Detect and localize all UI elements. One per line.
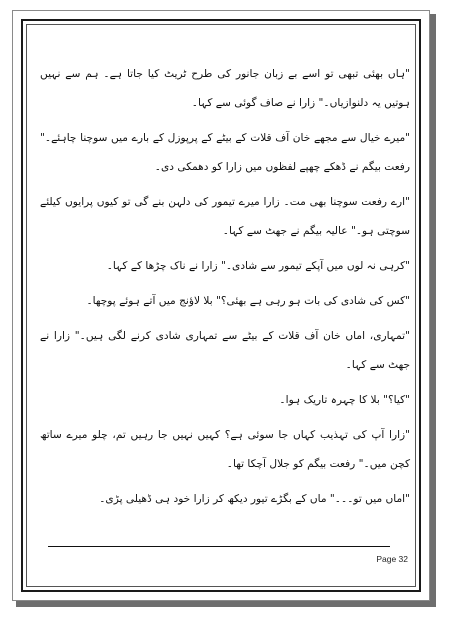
paragraph: "میرے خیال سے مجھے خان آف قلات کے بیٹے کے پرپوزل کے بارے میں سوچنا چاہئے۔" رفعت بیگم نے ڈھکے چھپے لفظوں میں زارا کو دھمکی دی۔	[40, 132, 410, 173]
paragraph: "کس کی شادی کی بات ہو رہی ہے بھئی؟" بلا لاؤنج میں آتے ہوئے پوچھا۔	[86, 295, 410, 307]
page-number: Page 32	[376, 554, 408, 564]
paragraph: "کرہی نہ لوں میں آپکے تیمور سے شادی۔" زارا نے ناک چڑھا کے کہا۔	[106, 260, 410, 272]
footer-rule	[48, 546, 390, 547]
paragraph: "اماں میں تو۔۔۔" ماں کے بگڑے تیور دیکھ کر زارا خود ہی ڈھیلی پڑی۔	[99, 493, 410, 505]
paragraph: "تمہاری، اماں خان آف قلات کے بیٹے سے تمہاری شادی کرنے لگی ہیں۔" زارا نے جھٹ سے کہا۔	[40, 330, 410, 371]
paragraph: "ارے رفعت سوچنا بھی مت۔ زارا میرے تیمور کی دلہن بنے گی تو کیوں پرایوں کیلئے سوچتی ہو۔" عالیہ بیگم نے جھٹ سے کہا۔	[40, 196, 410, 237]
paragraph: "زارا آپ کی تہذیب کہاں جا سوئی ہے؟ کہیں نہیں جا رہیں تم، چلو میرے ساتھ کچن میں۔" رفعت بیگم کو جلال آچکا تھا۔	[40, 429, 410, 470]
body-text	[40, 60, 410, 520]
paragraph: "کیا؟" بلا کا چہرہ تاریک ہوا۔	[279, 394, 410, 406]
paragraph: "ہاں بھئی تبھی تو اسے بے زبان جانور کی طرح ٹریٹ کیا جاتا ہے۔ ہم سے نہیں ہوتیں یہ دلنوازیاں۔" زارا نے صاف گوئی سے کہا۔	[40, 68, 410, 109]
